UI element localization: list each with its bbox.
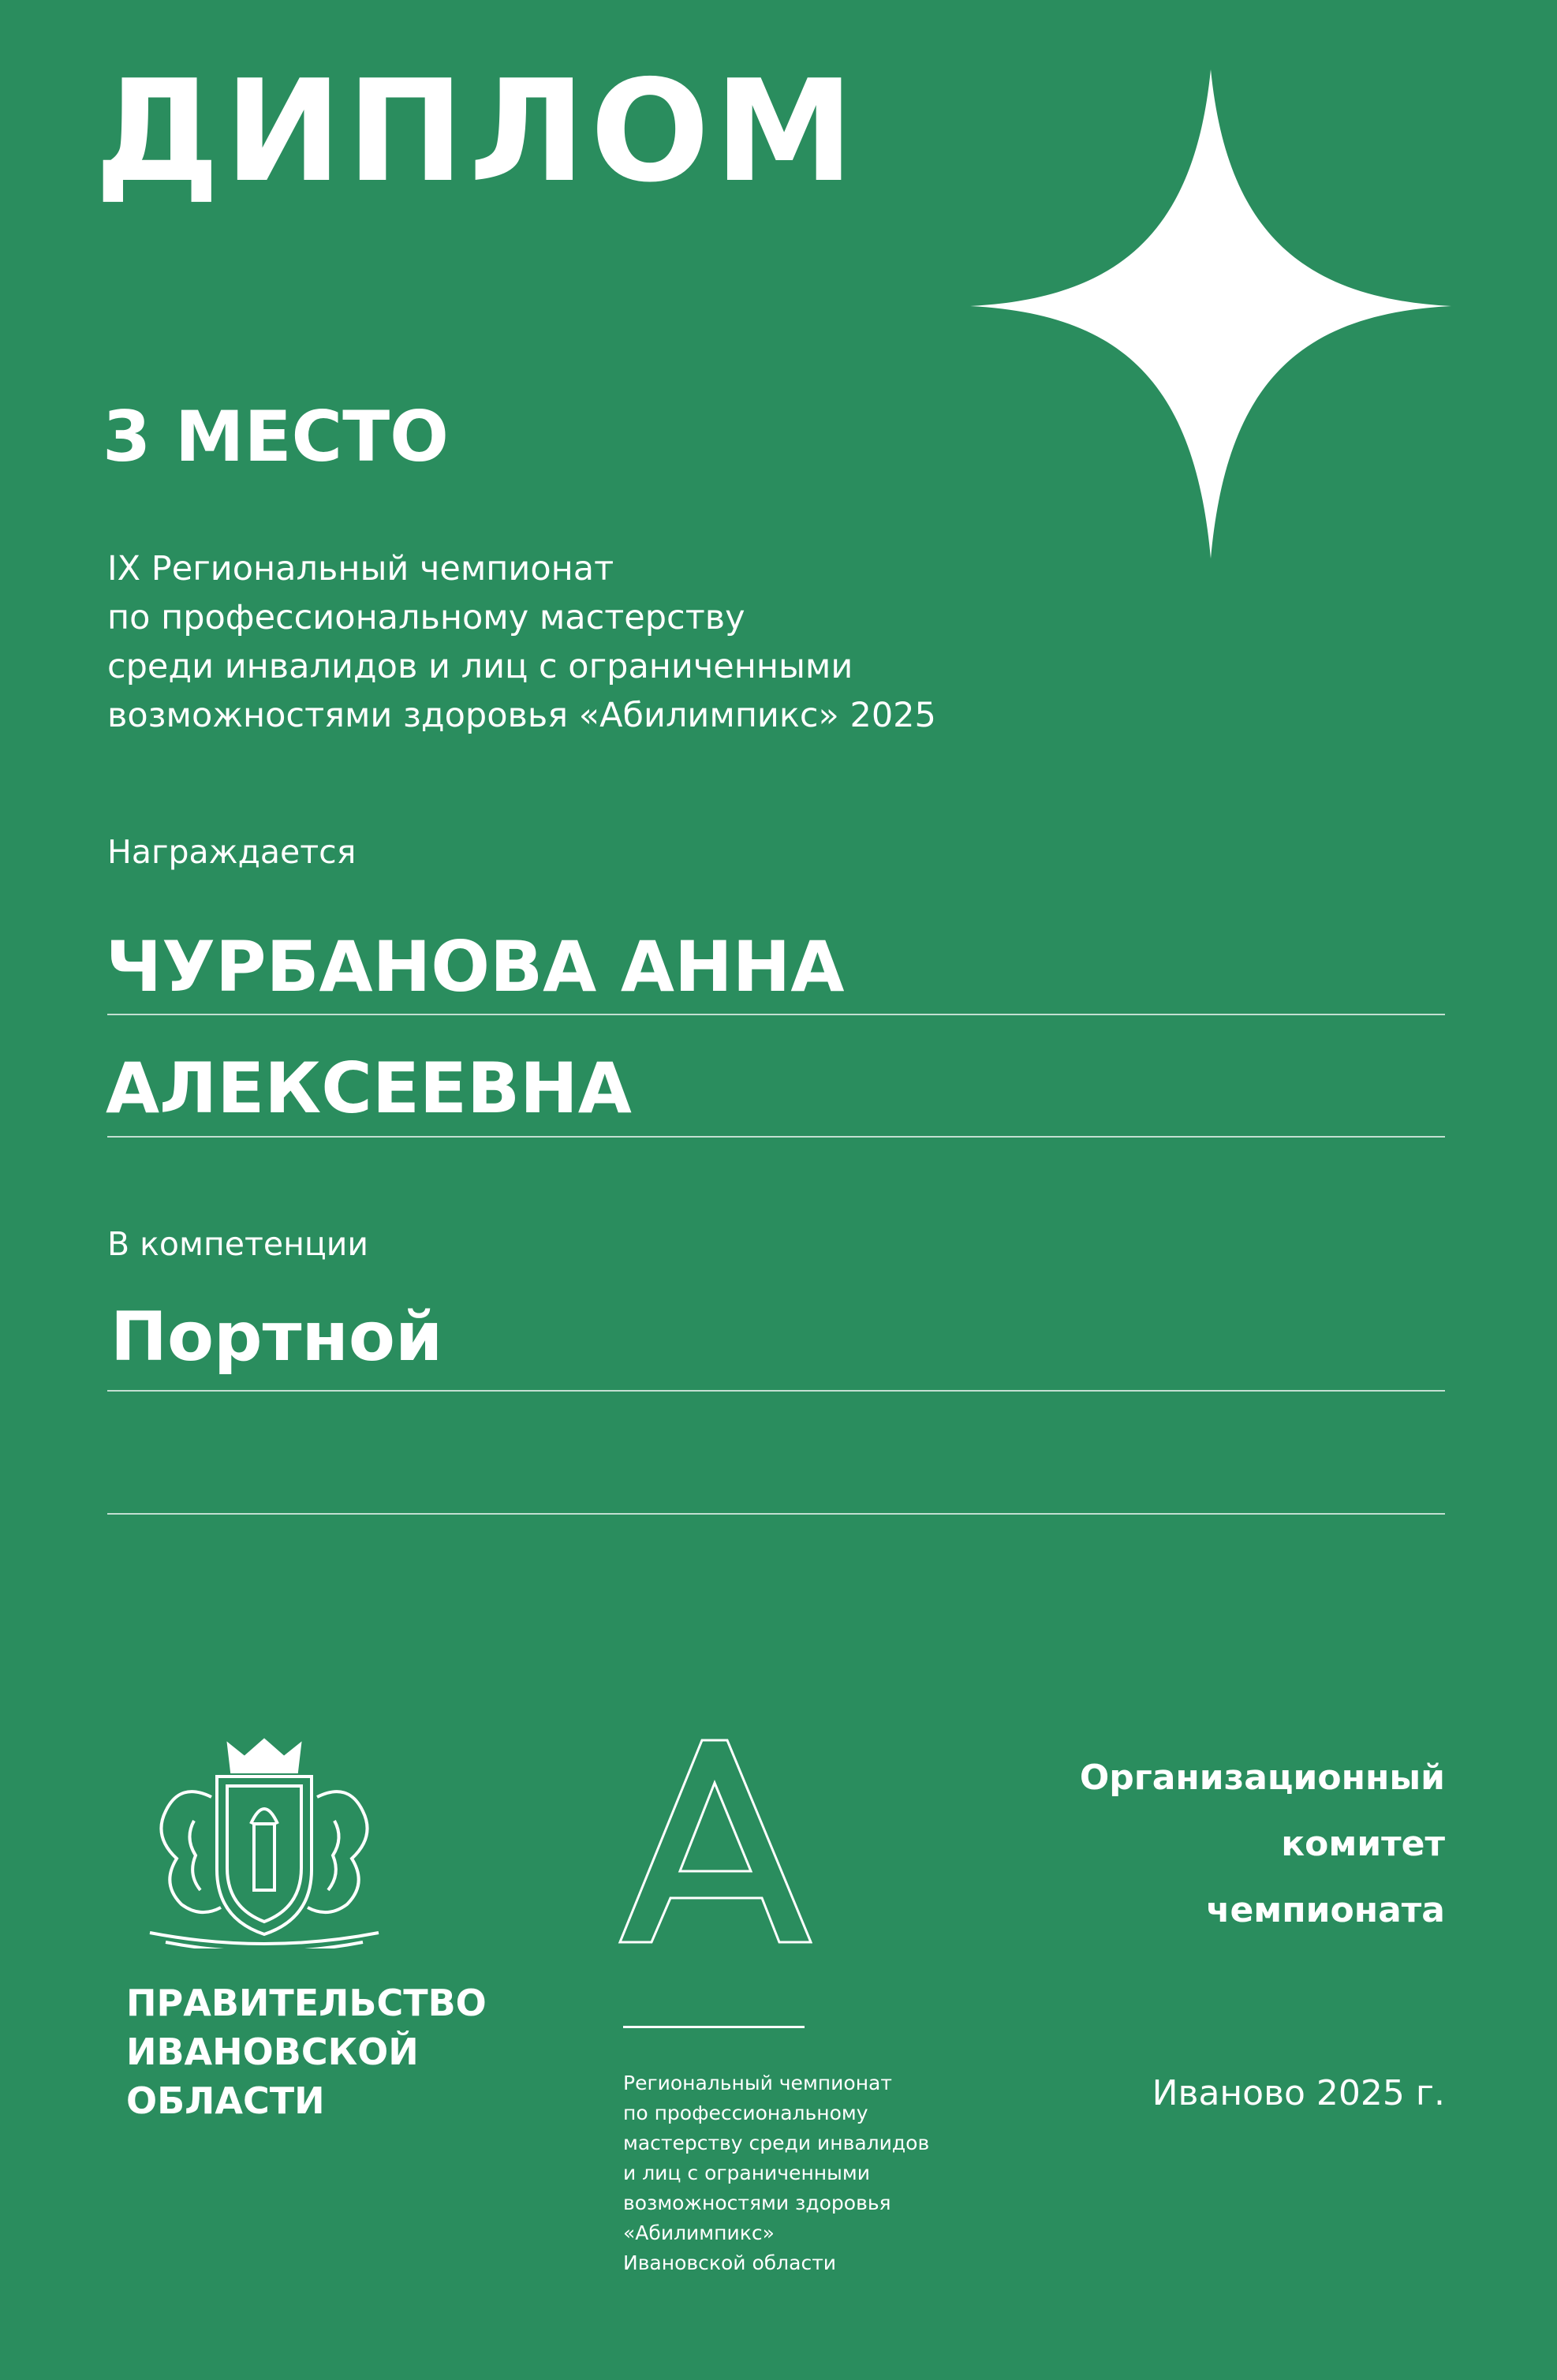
abilympics-description-line: Региональный чемпионат xyxy=(623,2072,892,2094)
committee-line: Организационный xyxy=(1079,1758,1445,1798)
abilympics-description-line: Ивановской области xyxy=(623,2251,837,2274)
abilympics-description-line: мастерству среди инвалидов xyxy=(623,2132,930,2154)
committee-line: чемпионата xyxy=(1206,1890,1445,1930)
championship-line: IX Региональный чемпионат xyxy=(107,549,614,588)
abilympics-description-line: по профессиональному xyxy=(623,2102,868,2124)
government-caption xyxy=(126,1978,487,2125)
recipient-name-line-2: АЛЕКСЕЕВНА xyxy=(106,1048,632,1129)
blank-underline xyxy=(107,1513,1445,1515)
name-underline xyxy=(107,1136,1445,1138)
abilympics-description-line: «Абилимпикс» xyxy=(623,2221,775,2244)
recipient-name-line-1: ЧУРБАНОВА АННА xyxy=(106,926,845,1007)
championship-line: среди инвалидов и лиц с ограниченными xyxy=(107,647,853,686)
diploma-title: ДИПЛОМ xyxy=(95,50,859,213)
competence-underline xyxy=(107,1390,1445,1392)
name-underline xyxy=(107,1014,1445,1015)
championship-line: возможностями здоровья «Абилимпикс» 2025 xyxy=(107,696,936,735)
abilympics-description-line: возможностями здоровья xyxy=(623,2191,891,2214)
committee-line: комитет xyxy=(1281,1824,1445,1864)
abilympics-description xyxy=(623,2068,929,2278)
organizing-committee xyxy=(1080,1745,1445,1944)
government-line: ПРАВИТЕЛЬСТВО xyxy=(126,1982,487,2024)
government-line: ИВАНОВСКОЙ xyxy=(126,2031,419,2073)
competence-label: В компетенции xyxy=(107,1225,369,1263)
place-heading: 3 МЕСТО xyxy=(103,396,449,477)
championship-line: по профессиональному мастерству xyxy=(107,598,745,637)
awarded-label: Награждается xyxy=(107,833,357,871)
competence-value: Портной xyxy=(110,1298,443,1377)
coat-of-arms-icon xyxy=(118,1735,410,1948)
abilympics-description-line: и лиц с ограниченными xyxy=(623,2161,870,2184)
abilympics-divider xyxy=(623,2026,805,2028)
four-point-star-icon xyxy=(970,69,1451,559)
abilympics-a-logo-icon xyxy=(615,1735,812,1960)
city-year: Иваново 2025 г. xyxy=(1152,2073,1445,2113)
government-line: ОБЛАСТИ xyxy=(126,2079,325,2122)
championship-description xyxy=(107,544,936,740)
